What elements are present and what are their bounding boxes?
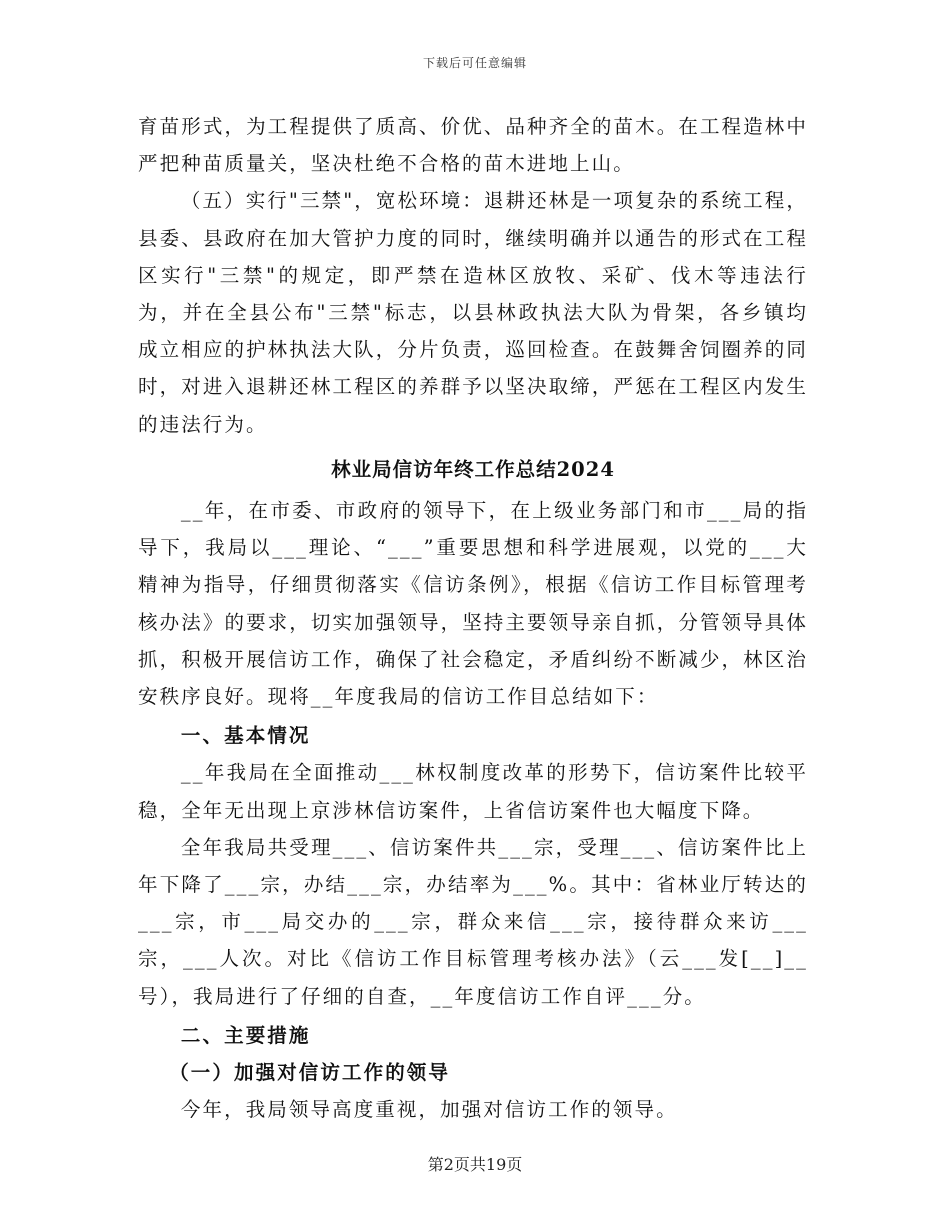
document-body — [138, 108, 808, 1128]
paragraph-intro: __年，在市委、市政府的领导下，在上级业务部门和市___局的指导下，我局以___理论、“___”重要思想和科学进展观，以党的___大精神为指导，仔细贯彻落实《信访条例》，根据《信访工作目标管理考核办法》的要求，切实加强领导，坚持主要领导亲自抓，分管领导具体抓，积极开展信访工作，确保了社会稳定，矛盾纠纷不断减少，林区治安秩序良好。现将__年度我局的信访工作目总结如下： — [138, 499, 808, 709]
paragraph-three-bans: （五）实行"三禁"，宽松环境：退耕还林是一项复杂的系统工程，县委、县政府在加大管护力度的同时，继续明确并以通告的形式在工程区实行"三禁"的规定，即严禁在造林区放牧、采矿、伐木等违法行为，并在全县公布"三禁"标志，以县林政执法大队为骨架，各乡镇均成立相应的护林执法大队，分片负责，巡回检查。在鼓舞舍饲圈养的同时，对进入退耕还林工程区的养群予以坚决取缔，严惩在工程区内发生的违法行为。 — [138, 189, 808, 436]
document-title: 林业局信访年终工作总结2024 — [331, 457, 615, 481]
paragraph-seedlings: 育苗形式，为工程提供了质高、价优、品种齐全的苗木。在工程造林中严把种苗质量关，坚决杜绝不合格的苗木进地上山。 — [138, 115, 808, 176]
paragraph-basic-situation: __年我局在全面推动___林权制度改革的形势下，信访案件比较平稳，全年无出现上京涉林信访案件，上省信访案件也大幅度下降。 — [138, 761, 808, 822]
header-note: 下载后可任意编辑 — [422, 56, 527, 70]
section-heading-basic-situation: 一、基本情况 — [180, 724, 311, 748]
page-number: 第2页共19页 — [427, 1155, 523, 1174]
paragraph-leadership: 今年，我局领导高度重视，加强对信访工作的领导。 — [180, 1098, 678, 1122]
subsection-heading-leadership: （一）加强对信访工作的领导 — [169, 1061, 450, 1085]
section-heading-main-measures: 二、主要措施 — [180, 1023, 311, 1047]
paragraph-statistics: 全年我局共受理___、信访案件共___宗，受理___、信访案件比上年下降了___宗，办结___宗，办结率为___%。其中：省林业厅转达的___宗，市___局交办的___宗，群众来信___宗，接待群众来访___宗，___人次。对比《信访工作目标管理考核办法》（云___发[__]__号），我局进行了仔细的自查，__年度信访工作自评___分。 — [138, 835, 808, 1008]
